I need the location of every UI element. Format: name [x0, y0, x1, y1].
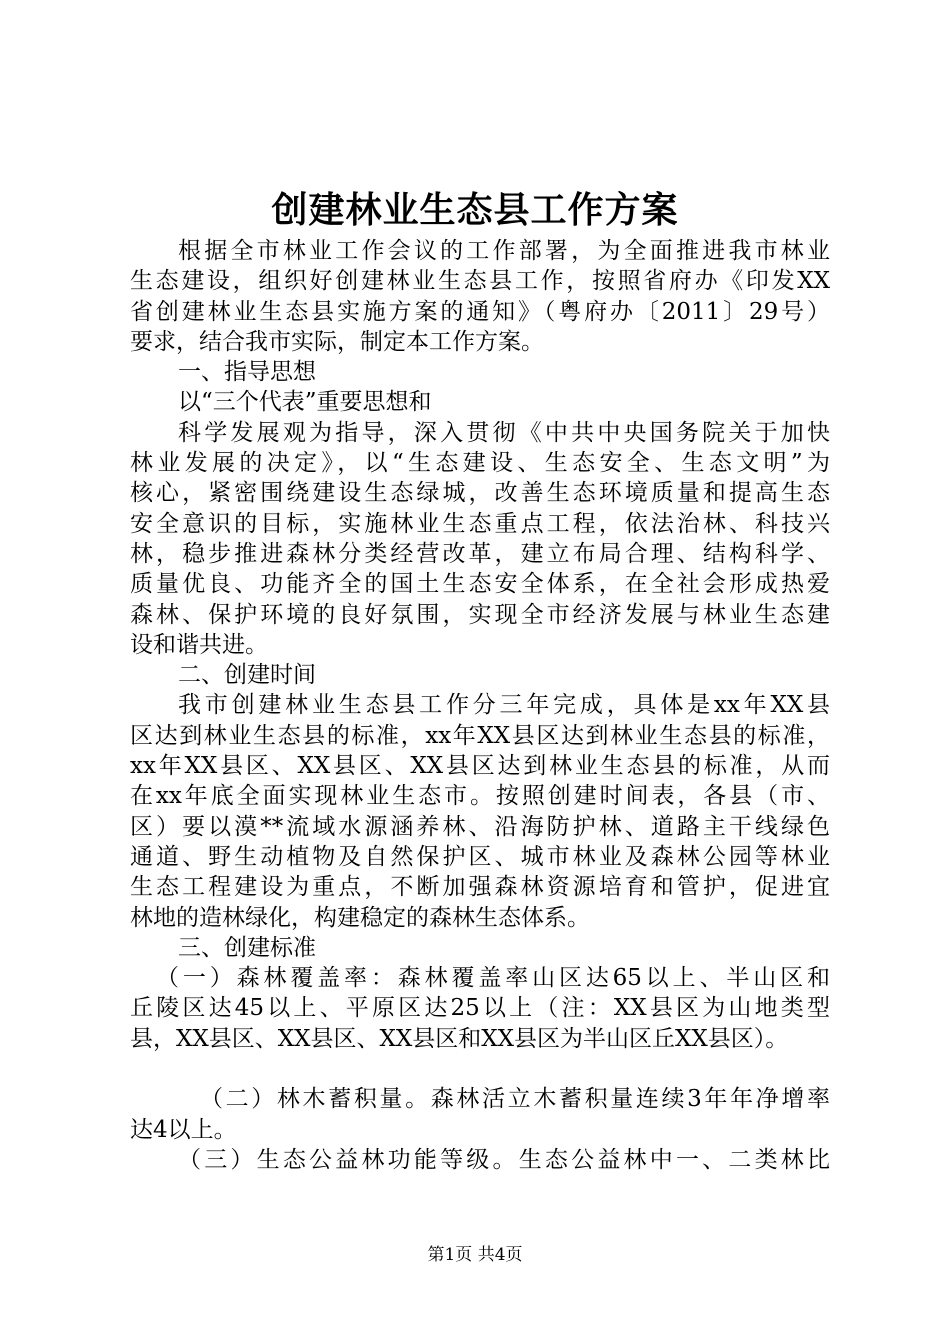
- body-line: 生态工程建设为重点，不断加强森林资源培育和管护，促进宜: [130, 874, 830, 901]
- body-line: xx年XX县区、XX县区、XX县区达到林业生态县的标准，从而: [130, 753, 830, 780]
- body-line: 质量优良、功能齐全的国土生态安全体系，在全社会形成热爱: [130, 571, 830, 598]
- body-line: 安全意识的目标，实施林业生态重点工程，依法治林、科技兴: [130, 510, 830, 537]
- body-line: （三）生态公益林功能等级。生态公益林中一、二类林比: [178, 1146, 830, 1173]
- body-line: 以“三个代表”重要思想和: [178, 389, 432, 416]
- body-line: 达4以上。: [130, 1116, 237, 1143]
- body-line: 通道、野生动植物及自然保护区、城市林业及森林公园等林业: [130, 843, 830, 870]
- body-line: 林业发展的决定》，以“生态建设、生态安全、生态文明”为: [130, 450, 830, 477]
- section-heading: 二、创建时间: [178, 662, 316, 689]
- body-line: 森林、保护环境的良好氛围，实现全市经济发展与林业生态建: [130, 601, 830, 628]
- body-line: 区达到林业生态县的标准，xx年XX县区达到林业生态县的标准，: [130, 722, 830, 749]
- body-line: （一）森林覆盖率：森林覆盖率山区达65以上、半山区和: [156, 965, 830, 992]
- body-line: 设和谐共进。: [130, 631, 268, 658]
- body-line: 丘陵区达45以上、平原区达25以上（注：XX县区为山地类型: [130, 995, 830, 1022]
- body-line: 科学发展观为指导，深入贯彻《中共中央国务院关于加快: [178, 419, 830, 446]
- document-body: [130, 236, 830, 1175]
- body-line: 省创建林业生态县实施方案的通知》（粤府办〔2011〕29号）: [130, 298, 830, 325]
- blank-line: [130, 1054, 830, 1084]
- section-heading: 一、指导思想: [178, 359, 316, 386]
- section-heading: 三、创建标准: [178, 934, 316, 961]
- body-line: 在xx年底全面实现林业生态市。按照创建时间表，各县（市、: [130, 783, 830, 810]
- body-line: 林地的造林绿化，构建稳定的森林生态体系。: [130, 904, 590, 931]
- body-line: 要求，结合我市实际，制定本工作方案。: [130, 328, 544, 355]
- body-line: 区）要以漠**流域水源涵养林、沿海防护林、道路主干线绿色: [130, 813, 830, 840]
- body-line: 县，XX县区、XX县区、XX县区和XX县区为半山区丘XX县区）。: [130, 1025, 789, 1052]
- body-line: 生态建设，组织好创建林业生态县工作，按照省府办《印发XX: [130, 268, 830, 295]
- document-title: 创建林业生态县工作方案: [271, 189, 679, 231]
- page-footer: 第1页 共4页: [427, 1245, 523, 1265]
- body-line: 核心，紧密围绕建设生态绿城，改善生态环境质量和提高生态: [130, 480, 830, 507]
- body-line: 林，稳步推进森林分类经营改革，建立布局合理、结构科学、: [130, 540, 830, 567]
- body-line: 我市创建林业生态县工作分三年完成，具体是xx年XX县: [178, 692, 830, 719]
- body-line: （二）林木蓄积量。森林活立木蓄积量连续3年年净增率: [200, 1086, 830, 1113]
- body-line: 根据全市林业工作会议的工作部署，为全面推进我市林业: [178, 238, 830, 264]
